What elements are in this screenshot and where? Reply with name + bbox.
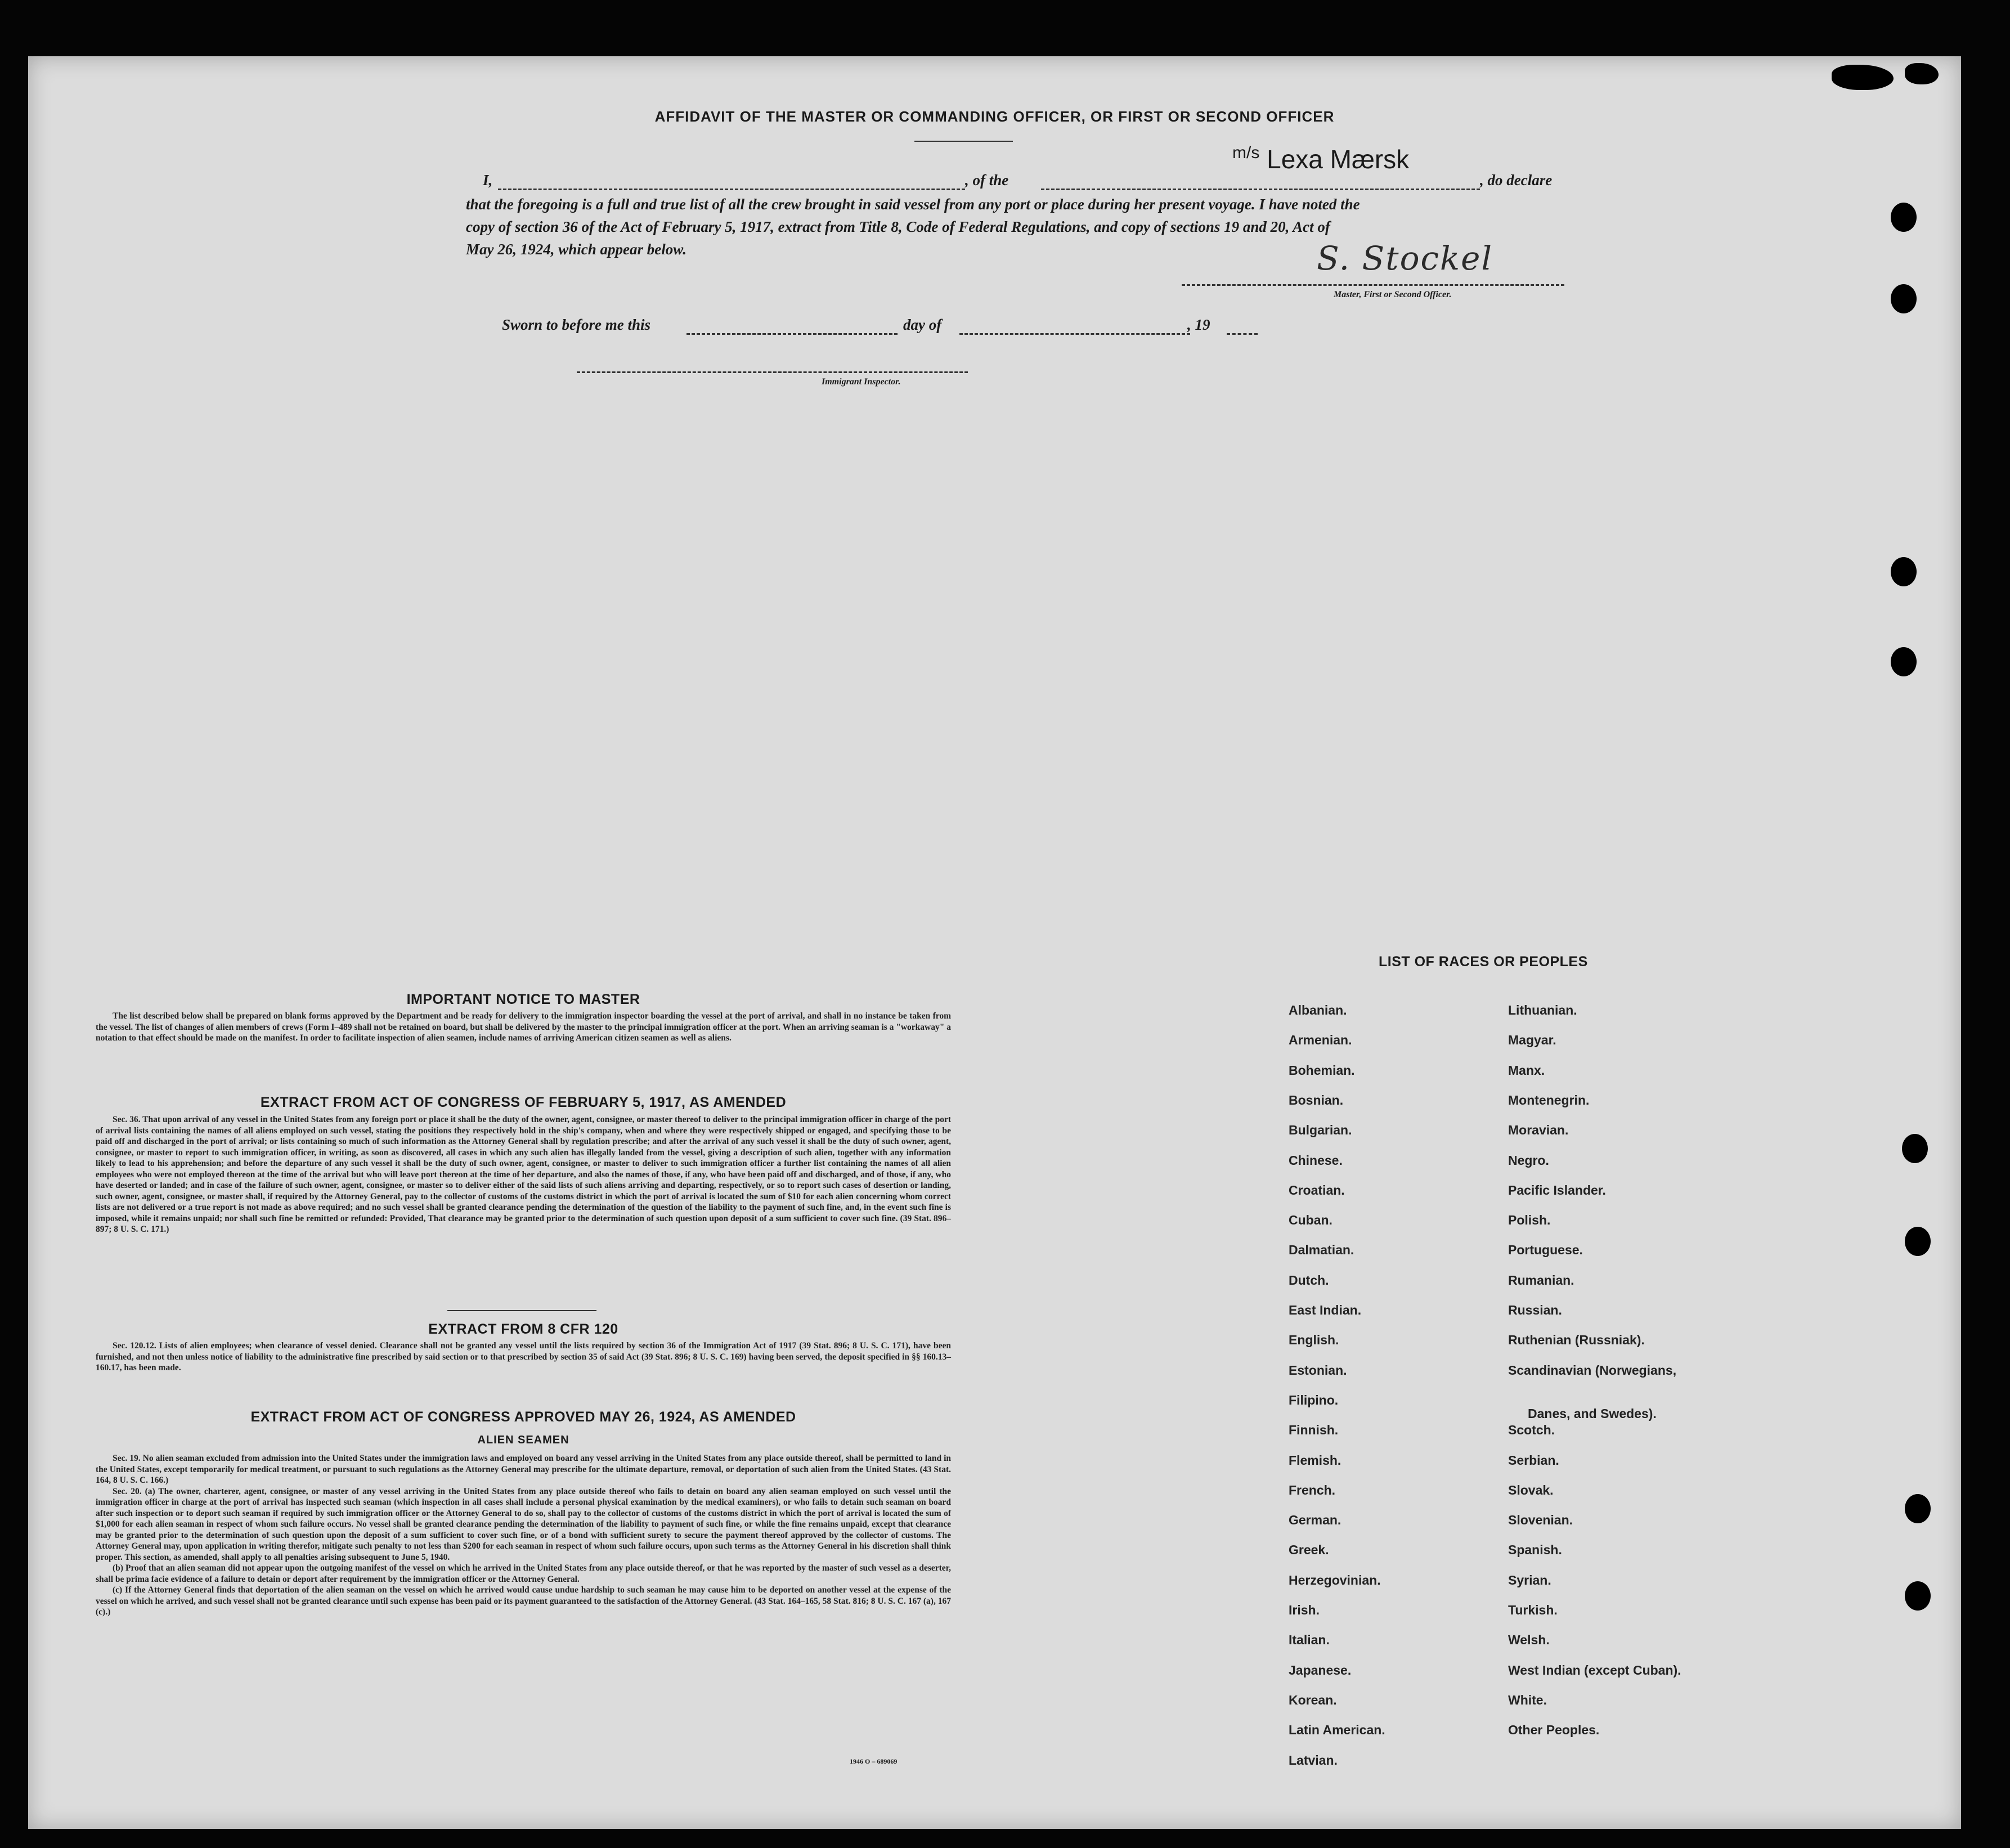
section-120-paragraph: Sec. 120.12. Lists of alien employees; when clearance of vessel denied. Clearance shall not be granted any vessel until the lists required by section 36 of the Immigration Act of 1917 (39 Stat. 896; 8 U. S. C. 171), have been furnished, and not then unless notice of liability to the administrative fine prescribed by said section or to that prescribed by section 35 of said Act (39 Stat. 896; 8 U. S. C. 169) having been served, the deposit specified in §§ 160.13–160.17, has been made. bbox=[96, 1341, 951, 1372]
race-item: Other Peoples. bbox=[1508, 1723, 1600, 1738]
race-item: Estonian. bbox=[1289, 1362, 1347, 1378]
i-label: I, bbox=[483, 172, 493, 189]
declaration-line: copy of section 36 of the Act of February 5, 1917, extract from Title 8, Code of Federal Regulations, and copy of sections 19 and 20, Act of bbox=[466, 218, 1330, 235]
punch-hole bbox=[1905, 1227, 1931, 1256]
vessel-name-text: Lexa Mærsk bbox=[1267, 145, 1410, 174]
race-item: Herzegovinian. bbox=[1289, 1572, 1381, 1587]
race-item: Croatian. bbox=[1289, 1182, 1345, 1197]
sworn-blank bbox=[687, 333, 898, 335]
race-item: Manx. bbox=[1508, 1062, 1545, 1078]
vessel-prefix: m/s bbox=[1232, 143, 1260, 162]
punch-hole bbox=[1891, 647, 1917, 676]
race-item: Dalmatian. bbox=[1289, 1243, 1354, 1258]
document-page bbox=[28, 56, 1961, 1829]
inspector-caption: Immigrant Inspector. bbox=[822, 377, 901, 387]
race-item: Rumanian. bbox=[1508, 1272, 1574, 1288]
race-item: Flemish. bbox=[1289, 1452, 1342, 1468]
section-20a-paragraph: Sec. 20. (a) The owner, charterer, agent, consignee, or master of any vessel arriving in the United States from any place outside thereof who fails to detain on board any alien seaman employed on such vessel until the immigration officer in charge at the port of arrival has inspected such seaman (which inspection in all cases shall include a personal physical examination by the medical examiners), or who fails to detain such seaman on board after such inspection or to deport such seaman if required by such immigration officer or the Attorney General to do so, shall pay to the collector of customs of the customs district in which the port of arrival is located the sum of $1,000 for each alien seaman in respect of whom such failure occurs. No vessel shall be granted clearance pending the determination of the liability to payment of such fine, or while the fine remains unpaid, except that clearance may be granted prior to the determination of such question upon the deposit of a sum sufficient to cover such fine, or of a bond with sufficient surety to secure the payment thereof approved by the collector of customs. The Attorney General may, upon application in writing therefor, mitigate such penalty to not less than $200 for each seaman in respect of whom such failure occurs, upon such terms as the Attorney General in his discretion shall think proper. This section, as amended, shall apply to all penalties arising subsequent to June 5, 1940. bbox=[96, 1486, 951, 1562]
race-item: Danes, and Swedes). bbox=[1528, 1406, 1657, 1421]
torn-corner bbox=[1905, 63, 1939, 84]
race-item: Slovak. bbox=[1508, 1482, 1554, 1497]
section-divider bbox=[447, 1310, 596, 1311]
race-item: Magyar. bbox=[1508, 1033, 1556, 1048]
month-blank bbox=[959, 333, 1190, 335]
do-declare-label: , do declare bbox=[1480, 172, 1553, 189]
race-item: Welsh. bbox=[1508, 1632, 1550, 1648]
race-item: Montenegrin. bbox=[1508, 1092, 1590, 1107]
race-item: Negro. bbox=[1508, 1152, 1549, 1168]
punch-hole bbox=[1891, 203, 1917, 232]
race-item: Bosnian. bbox=[1289, 1092, 1344, 1107]
punch-hole bbox=[1891, 557, 1917, 586]
notice-title: IMPORTANT NOTICE TO MASTER bbox=[406, 992, 640, 1007]
race-item: Irish. bbox=[1289, 1603, 1320, 1617]
of-the-label: , of the bbox=[965, 172, 1009, 189]
alien-seamen-subtitle: ALIEN SEAMEN bbox=[477, 1434, 569, 1446]
race-item: Chinese. bbox=[1289, 1152, 1343, 1168]
race-item: Portuguese. bbox=[1508, 1243, 1583, 1258]
race-item: Cuban. bbox=[1289, 1213, 1332, 1228]
section-19-paragraph: Sec. 19. No alien seaman excluded from admission into the United States under the immigration laws and employed on board any vessel arriving in the United States from any place outside thereof, shall be permitted to land in the United States, except temporarily for medical treatment, or pursuant to such regulations as the Attorney General may prescribe for the ultimate departure, removal, or deportation of such alien from the United States. (43 Stat. 164, 8 U. S. C. 166.) bbox=[96, 1454, 951, 1485]
section-20b-paragraph: (b) Proof that an alien seaman did not appear upon the outgoing manifest of the vessel on which he arrived in the United States from any place outside thereof, or that he was reported by the master of such vessel as a deserter, shall be prima facie evidence of a failure to detain or deport after requirement by the immigration officer or the Attorney General. bbox=[96, 1563, 951, 1584]
race-item: Korean. bbox=[1289, 1692, 1337, 1707]
vessel-name bbox=[1232, 143, 1409, 174]
declaration-line: that the foregoing is a full and true list of all the crew brought in said vessel from any port or place during her present voyage. I have noted the bbox=[466, 196, 1360, 213]
race-item: Polish. bbox=[1508, 1213, 1551, 1228]
race-item: English. bbox=[1289, 1333, 1339, 1348]
race-item: Pacific Islander. bbox=[1508, 1182, 1606, 1197]
vessel-blank bbox=[1041, 189, 1480, 190]
race-item: German. bbox=[1289, 1513, 1342, 1528]
punch-hole bbox=[1905, 1494, 1931, 1523]
signature-blank bbox=[1182, 284, 1564, 286]
race-item: White. bbox=[1508, 1692, 1547, 1707]
race-item: Greek. bbox=[1289, 1542, 1329, 1558]
affidavit-title: AFFIDAVIT OF THE MASTER OR COMMANDING OFFICER, OR FIRST OR SECOND OFFICER bbox=[654, 108, 1335, 125]
extract-1917-text bbox=[96, 1114, 951, 1235]
race-item: Finnish. bbox=[1289, 1423, 1339, 1438]
notice-paragraph: The list described below shall be prepared on blank forms approved by the Department and be ready for delivery to the immigration inspector boarding the vessel at the port of arrival, and shall in no instance be taken from the vessel. The list of changes of alien members of crews (Form I–489 shall not be retained on board, but shall be delivered by the master to the principal immigration officer at the port. When an arriving seaman is a "workaway" a notation to that effect should be made on the manifest. In order to facilitate inspection of alien seamen, include names of arriving American citizen seamen as well as aliens. bbox=[96, 1011, 951, 1043]
title-divider bbox=[914, 141, 1013, 142]
name-blank bbox=[498, 189, 965, 190]
race-item: Armenian. bbox=[1289, 1033, 1352, 1048]
race-item: Syrian. bbox=[1508, 1572, 1551, 1587]
race-item: Turkish. bbox=[1508, 1603, 1558, 1617]
year-label: , 19 bbox=[1187, 316, 1210, 333]
race-item: Moravian. bbox=[1508, 1123, 1569, 1138]
extract-1917-title: EXTRACT FROM ACT OF CONGRESS OF FEBRUARY 5, 1917, AS AMENDED bbox=[260, 1095, 787, 1110]
races-title: LIST OF RACES OR PEOPLES bbox=[1379, 954, 1588, 970]
race-item: Latvian. bbox=[1289, 1752, 1338, 1768]
torn-corner bbox=[1832, 65, 1894, 90]
punch-hole bbox=[1891, 284, 1917, 313]
notice-text bbox=[96, 1011, 951, 1044]
inspector-blank bbox=[577, 371, 968, 373]
section-36-paragraph: Sec. 36. That upon arrival of any vessel in the United States from any foreign port or place it shall be the duty of the owner, agent, consignee, or master thereof to deliver to the principal immigration officer in charge of the port of arrival lists containing the names of all aliens employed on such vessel, stating the positions they respectively hold in the ship's company, when and where they were respectively shipped or engaged, and specifying those to be paid off and discharged in the port of arrival; or lists containing so much of such information as the Attorney General shall by regulation prescribe; and after the arrival of any such vessel it shall be the duty of such owner, agent, consignee, or master to report to such immigration officer, in writing, as soon as discovered, all cases in which any such alien has illegally landed from the vessel, giving a description of such alien, together with any information likely to lead to his apprehension; and before the departure of any such vessel it shall be the duty of such owner, agent, consignee, or master to deliver to such immigration officer a further list containing the names of all alien employees who were not employed thereon at the time of the arrival but who will leave port thereon at the time of her departure, and also the names of those, if any, who have been paid off and discharged, and of those, if any, who have deserted or landed; and in case of the failure of such owner, agent, consignee, or master so to deliver either of the said lists of such aliens arriving and departing, respectively, or so to report such cases of desertion or landing, such owner, agent, consignee, or master shall, if required by the Attorney General, pay to the collector of customs of the customs district in which the port of arrival is located the sum of $10 for each alien concerning whom correct lists are not delivered or a true report is not made as above required; and no such vessel shall be granted clearance pending the determination of the question of the liability to the payment of such fine, and, in the event such fine is imposed, while it remains unpaid; nor shall such fine be remitted or refunded: Provided, That clearance may be granted prior to the determination of such question upon deposit of a sum sufficient to cover such fine. (39 Stat. 896–897; 8 U. S. C. 171.) bbox=[96, 1115, 951, 1234]
race-item: Albanian. bbox=[1289, 1003, 1347, 1017]
race-item: Lithuanian. bbox=[1508, 1003, 1577, 1017]
sworn-label: Sworn to before me this bbox=[502, 316, 651, 333]
extract-1924-text bbox=[96, 1453, 951, 1618]
race-item: Scandinavian (Norwegians, bbox=[1508, 1362, 1677, 1378]
race-item: Serbian. bbox=[1508, 1452, 1559, 1468]
race-item: Spanish. bbox=[1508, 1542, 1562, 1558]
race-item: Filipino. bbox=[1289, 1392, 1339, 1407]
race-item: Slovenian. bbox=[1508, 1513, 1573, 1528]
race-item: Italian. bbox=[1289, 1632, 1330, 1648]
race-item: Japanese. bbox=[1289, 1662, 1352, 1677]
extract-cfr-title: EXTRACT FROM 8 CFR 120 bbox=[428, 1321, 618, 1337]
race-item: French. bbox=[1289, 1482, 1336, 1497]
punch-hole bbox=[1905, 1581, 1931, 1611]
year-blank bbox=[1227, 333, 1258, 335]
declaration-line: May 26, 1924, which appear below. bbox=[466, 241, 687, 258]
race-item: Dutch. bbox=[1289, 1272, 1329, 1288]
print-code: 1946 O – 689069 bbox=[850, 1757, 898, 1765]
section-20c-paragraph: (c) If the Attorney General finds that deportation of the alien seaman on the vessel on which he arrived would cause undue hardship to such seaman he may cause him to be deported on another vessel at the expense of the vessel on which he arrived, and such vessel shall not be granted clearance until such expense has been paid or its payment guaranteed to the satisfaction of the Attorney General. (43 Stat. 164–165, 58 Stat. 816; 8 U. S. C. 167 (a), 167 (c).) bbox=[96, 1585, 951, 1617]
extract-cfr-text bbox=[96, 1340, 951, 1374]
master-signature: S. Stockel bbox=[1317, 239, 1493, 277]
punch-hole bbox=[1902, 1134, 1928, 1163]
extract-1924-title: EXTRACT FROM ACT OF CONGRESS APPROVED MAY 26, 1924, AS AMENDED bbox=[250, 1409, 796, 1425]
race-item: Russian. bbox=[1508, 1303, 1562, 1317]
race-item: Bohemian. bbox=[1289, 1062, 1355, 1078]
day-of-label: day of bbox=[903, 316, 942, 333]
race-item: Bulgarian. bbox=[1289, 1123, 1352, 1138]
signature-caption: Master, First or Second Officer. bbox=[1334, 290, 1452, 299]
race-item: Latin American. bbox=[1289, 1723, 1385, 1738]
race-item: Scotch. bbox=[1508, 1423, 1555, 1438]
race-item: Ruthenian (Russniak). bbox=[1508, 1333, 1645, 1348]
race-item: East Indian. bbox=[1289, 1303, 1362, 1317]
race-item: West Indian (except Cuban). bbox=[1508, 1662, 1681, 1677]
